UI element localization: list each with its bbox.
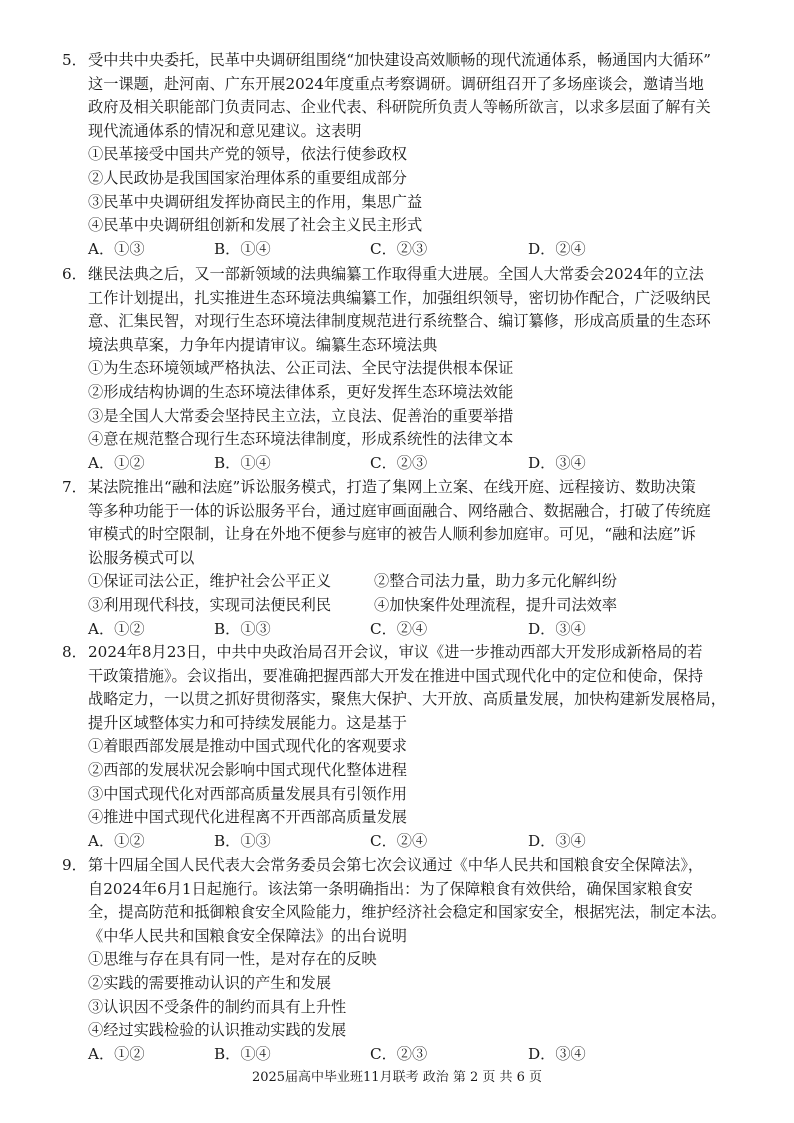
option-statement: ④加快案件处理流程，提升司法效率 [374, 595, 617, 614]
option-statement: ④民革中央调研组创新和发展了社会主义民主形式 [88, 216, 423, 235]
choice-a: A．①② [88, 619, 145, 638]
question-stem-line: 8． 2024年8月23日，中共中央政治局召开会议，审议《进一步推动西部大开发形成新格局的若 [62, 641, 752, 665]
question-8 [62, 641, 752, 853]
question-stem-line: 意、汇集民智，对现行生态环境法律制度规范进行系统整合、编订纂修，形成高质量的生态环 [88, 312, 711, 331]
question-stem-line: 《中华人民共和国粮食安全保障法》的出台说明 [88, 926, 407, 945]
choice-a: A．①③ [88, 239, 145, 258]
question-7 [62, 476, 752, 641]
question-stem-line: 自2024年6月1日起施行。该法第一条明确指出：为了保障粮食有效供给，确保国家粮食安 [88, 879, 693, 898]
option-statement: ②实践的需要推动认识的产生和发展 [88, 973, 331, 992]
question-number: 7． [62, 478, 87, 496]
question-stem-line: 提升区域整体实力和可持续发展能力。这是基于 [88, 713, 407, 732]
question-stem-line: 9． 第十四届全国人民代表大会常务委员会第七次会议通过《中华人民共和国粮食安全保障法》， [62, 854, 752, 878]
question-stem-line: 5． 受中共中央委托，民革中央调研组围绕“加快建设高效顺畅的现代流通体系，畅通国内大循环” [62, 49, 752, 73]
question-stem-line: 现代流通体系的情况和意见建议。这表明 [88, 121, 362, 140]
answer-choices [62, 618, 752, 642]
option-statement: ①民革接受中国共产党的领导，依法行使参政权 [88, 145, 407, 164]
choice-b: B．①④ [214, 239, 271, 258]
question-stem-line: 审模式的时空限制，让身在外地不便参与庭审的被告人顺利参加庭审。可见，“融和法庭”诉 [88, 525, 696, 544]
question-9 [62, 854, 752, 1066]
option-statement: ②西部的发展状况会影响中国式现代化整体进程 [88, 760, 407, 779]
question-stem-line: 政府及相关职能部门负责同志、企业代表、科研院所负责人等畅所欲言，以求多层面了解有关 [88, 98, 711, 117]
question-stem-line: 6． 继民法典之后，又一部新领域的法典编纂工作取得重大进展。全国人大常委会2024年的立法 [62, 263, 752, 287]
choice-d: D．②④ [528, 239, 586, 258]
question-stem-line: 等多种功能于一体的诉讼服务平台，通过庭审画面融合、网络融合、数据融合，打破了传统庭 [88, 501, 711, 520]
question-stem-line: 全，提高防范和抵御粮食安全风险能力，维护经济社会稳定和国家安全，根据宪法，制定本法。 [88, 903, 726, 922]
option-statement: ①着眼西部发展是推动中国式现代化的客观要求 [88, 737, 407, 756]
choice-c: C．②③ [370, 1044, 428, 1063]
answer-choices [62, 452, 752, 476]
option-statement: ④经过实践检验的认识推动实践的发展 [88, 1021, 347, 1040]
answer-choices [62, 1043, 752, 1067]
option-statement: ①为生态环境领域严格执法、公正司法、全民守法提供根本保证 [88, 359, 514, 378]
question-5 [62, 49, 752, 261]
choice-d: D．③④ [528, 831, 586, 850]
option-row [62, 570, 752, 594]
choice-c: C．②④ [370, 619, 428, 638]
question-6 [62, 263, 752, 475]
question-number: 8． [62, 643, 87, 661]
option-statement: ③认识因不受条件的制约而具有上升性 [88, 997, 347, 1016]
answer-choices [62, 238, 752, 262]
answer-choices [62, 830, 752, 854]
option-statement: ③是全国人大常委会坚持民主立法，立良法、促善治的重要举措 [88, 406, 514, 425]
question-stem-line: 讼服务模式可以 [88, 548, 195, 567]
choice-b: B．①④ [214, 1044, 271, 1063]
option-statement: ①思维与存在具有同一性，是对存在的反映 [88, 950, 377, 969]
option-statement: ①保证司法公正，维护社会公平正义 [88, 572, 331, 591]
question-number: 6． [62, 265, 87, 283]
option-statement: ④推进中国式现代化进程离不开西部高质量发展 [88, 808, 407, 827]
option-statement: ③中国式现代化对西部高质量发展具有引领作用 [88, 784, 407, 803]
question-stem-line: 工作计划提出，扎实推进生态环境法典编纂工作，加强组织领导，密切协作配合，广泛吸纳民 [88, 288, 711, 307]
choice-c: C．②③ [370, 239, 428, 258]
option-statement: ②整合司法力量，助力多元化解纠纷 [374, 572, 617, 591]
choice-d: D．③④ [528, 1044, 586, 1063]
question-stem-line: 干政策措施》。会议指出，要准确把握西部大开发在推进中国式现代化中的定位和使命，保持 [88, 666, 704, 685]
choice-d: D．③④ [528, 453, 586, 472]
choice-b: B．①③ [214, 831, 271, 850]
option-row [62, 594, 752, 618]
question-stem-line: 境法典草案，力争年内提请审议。编纂生态环境法典 [88, 335, 438, 354]
choice-d: D．③④ [528, 619, 586, 638]
choice-b: B．①③ [214, 619, 271, 638]
option-statement: ③利用现代科技，实现司法便民利民 [88, 595, 331, 614]
page-footer: 2025届高中毕业班11月联考 政治 第 2 页 共 6 页 [251, 1070, 543, 1085]
question-stem-line: 7． 某法院推出“融和法庭”诉讼服务模式，打造了集网上立案、在线开庭、远程接访、数助决策 [62, 476, 752, 500]
option-statement: ③民革中央调研组发挥协商民主的作用，集思广益 [88, 192, 423, 211]
choice-a: A．①② [88, 831, 145, 850]
choice-b: B．①④ [214, 453, 271, 472]
question-stem-line: 战略定力，一以贯之抓好贯彻落实，聚焦大保护、大开放、高质量发展，加快构建新发展格局， [88, 690, 726, 709]
choice-a: A．①② [88, 1044, 145, 1063]
option-statement: ②人民政协是我国国家治理体系的重要组成部分 [88, 168, 407, 187]
option-statement: ②形成结构协调的生态环境法律体系，更好发挥生态环境法效能 [88, 382, 514, 401]
question-stem-line: 这一课题，赴河南、广东开展2024年度重点考察调研。调研组召开了多场座谈会，邀请当地 [88, 74, 704, 93]
option-statement: ④意在规范整合现行生态环境法律制度，形成系统性的法律文本 [88, 430, 514, 449]
question-number: 9． [62, 856, 87, 874]
question-number: 5． [62, 51, 87, 69]
choice-c: C．②③ [370, 453, 428, 472]
choice-c: C．②④ [370, 831, 428, 850]
choice-a: A．①② [88, 453, 145, 472]
